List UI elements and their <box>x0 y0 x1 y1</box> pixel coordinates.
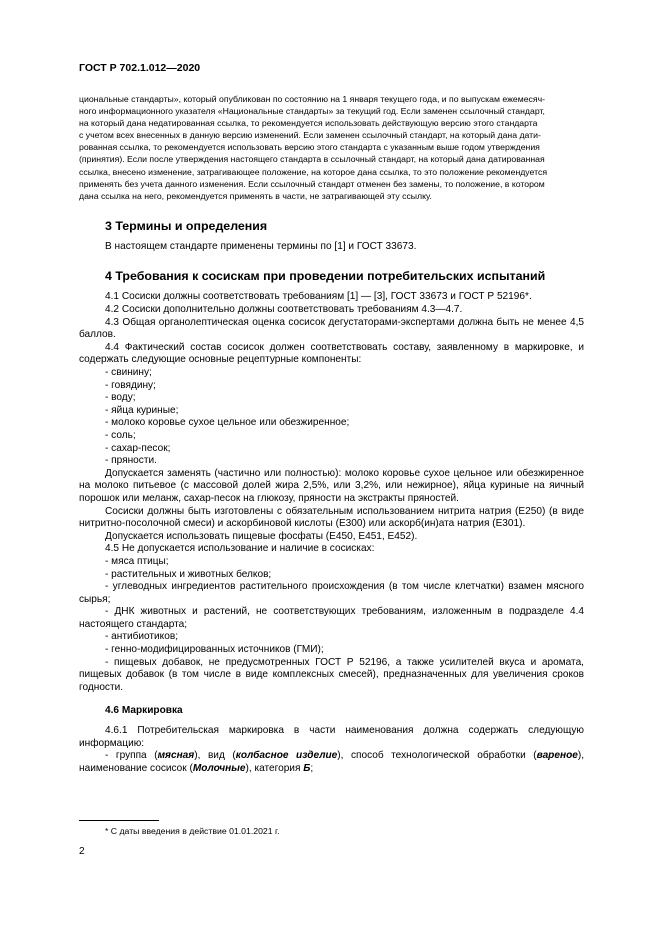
marking-kind-value: колбасное изделие <box>235 750 338 762</box>
component-item: - воду; <box>105 392 136 404</box>
footnote-text: * С даты введения в действие 01.01.2021 г. <box>105 826 280 836</box>
section-4-heading: 4 Требования к сосискам при проведении потребительских испытаний <box>105 269 546 284</box>
nitrite-requirement-text: Сосиски должны быть изготовлены с обязательным использованием нитрита натрия (Е250) (в виде нитритно-посолочной смеси) и аскорбиновой кислоты (Е300) или аскорб(ин)ата натрия (Е301). <box>79 505 584 530</box>
component-item: - говядину; <box>105 379 156 391</box>
marking-text: - группа ( <box>105 750 158 762</box>
section-4-body <box>79 291 584 694</box>
intro-line: применять без учета данного изменения. Если ссылочный стандарт отменен без замены, то положение, в котором <box>79 178 545 189</box>
intro-line: ссылка, внесено изменение, затрагивающее положение, на которое дана ссылка, то это положение рекомендуется <box>79 166 548 177</box>
subsection-4-6-heading: 4.6 Маркировка <box>105 705 183 717</box>
marking-text: ; <box>310 762 314 774</box>
clause-4-1: 4.1 Сосиски должны соответствовать требованиям [1] — [3], ГОСТ 33673 и ГОСТ Р 52196*. <box>105 291 532 303</box>
intro-line: на который дана недатированная ссылка, то рекомендуется использовать действующую версию этого стандарта <box>79 118 538 129</box>
prohibited-item: - генно-модифицированных источников (ГМИ); <box>105 644 324 656</box>
intro-line: с учетом всех внесенных в данную версию изменений. Если заменен ссылочный стандарт, на который дана дати- <box>79 130 541 141</box>
intro-line: циональные стандарты», который опубликован по состоянию на 1 января текущего года, и по выпускам ежемесяч- <box>79 94 546 104</box>
prohibited-item: - ДНК животных и растений, не соответствующих требованиям, изложенным в подразделе 4.4 настоящего стандарта; <box>79 606 584 630</box>
marking-name-value: Молочные <box>192 762 246 774</box>
marking-processing-value: вареное <box>536 750 578 762</box>
clause-4-4: 4.4 Фактический состав сосисок должен соответствовать составу, заявленному в маркировке, и содержать следующие основные рецептурные компоненты: <box>79 341 584 366</box>
intro-line: (принятия). Если после утверждения настоящего стандарта в ссылочный стандарт, на который дана датированная <box>79 154 545 165</box>
marking-category-value: Б <box>303 762 311 774</box>
clause-4-6-1: 4.6.1 Потребительская маркировка в части наименования должна содержать следующую информацию: <box>79 725 584 749</box>
prohibited-item: - углеводных ингредиентов растительного происхождения (в том числе клетчатки) взамен мясного сырья; <box>79 581 584 605</box>
component-item: - молоко коровье сухое цельное или обезжиренное; <box>105 417 350 429</box>
marking-text: ), категория <box>245 762 304 774</box>
prohibited-item: - растительных и животных белков; <box>105 568 272 580</box>
page-content <box>79 93 584 775</box>
intro-paragraph <box>79 93 584 202</box>
intro-line: дана ссылка на него, рекомендуется применять в части, не затрагивающей эту ссылку. <box>79 190 432 201</box>
component-item: - сахар-песок; <box>105 442 171 454</box>
marking-text: ), способ технологической обработки ( <box>337 750 537 762</box>
prohibited-item: - пищевых добавок, не предусмотренных ГОСТ Р 52196, а также усилителей вкуса и аромата, пищевых добавок (в том числе в виде комплексных смесей), предназначенных для увеличения сроков годности. <box>79 656 584 693</box>
clause-4-2: 4.2 Сосиски дополнительно должны соответствовать требованиям 4.3—4.7. <box>105 304 463 316</box>
allowed-replacement-text: Допускается заменять (частично или полностью): молоко коровье сухое цельное или обезжиренное на молоко питьевое (с массовой долей жира 2,5%, или 3,2%, или нежирное), яйца куриные на яичный порошок или меланж, сахар-песок на глюкозу, пряности на экстракты пряностей. <box>79 467 584 504</box>
component-item: - пряности. <box>105 455 157 467</box>
marking-group-value: мясная <box>157 750 195 762</box>
component-item: - яйца куриные; <box>105 404 179 416</box>
phosphates-text: Допускается использовать пищевые фосфаты (Е450, Е451, Е452). <box>105 530 418 542</box>
page-number: 2 <box>79 846 85 857</box>
clause-4-3: 4.3 Общая органолептическая оценка сосисок дегустаторами-экспертами должна быть не менее 4,5 баллов. <box>79 316 584 341</box>
document-header-code: ГОСТ Р 702.1.012—2020 <box>79 62 201 74</box>
section-3-heading: 3 Термины и определения <box>105 218 268 233</box>
intro-line: рованная ссылка, то рекомендуется использовать версию этого стандарта с указанным выше годом утверждения <box>79 142 540 153</box>
clause-4-5: 4.5 Не допускается использование и наличие в сосисках: <box>105 543 375 555</box>
intro-line: ного информационного указателя «Национальные стандарты» за текущий год. Если заменен ссылочный стандарт, <box>79 106 545 117</box>
marking-requirements <box>79 750 584 775</box>
prohibited-item: - антибиотиков; <box>105 631 178 643</box>
section-3-text: В настоящем стандарте применены термины по [1] и ГОСТ 33673. <box>105 240 417 252</box>
prohibited-item: - мяса птицы; <box>105 555 169 567</box>
component-item: - соль; <box>105 429 136 441</box>
marking-text: ), наименование сосисок ( <box>79 750 585 774</box>
marking-text: ), вид ( <box>194 750 236 762</box>
component-item: - свинину; <box>105 367 152 378</box>
footnote-divider <box>79 820 159 821</box>
